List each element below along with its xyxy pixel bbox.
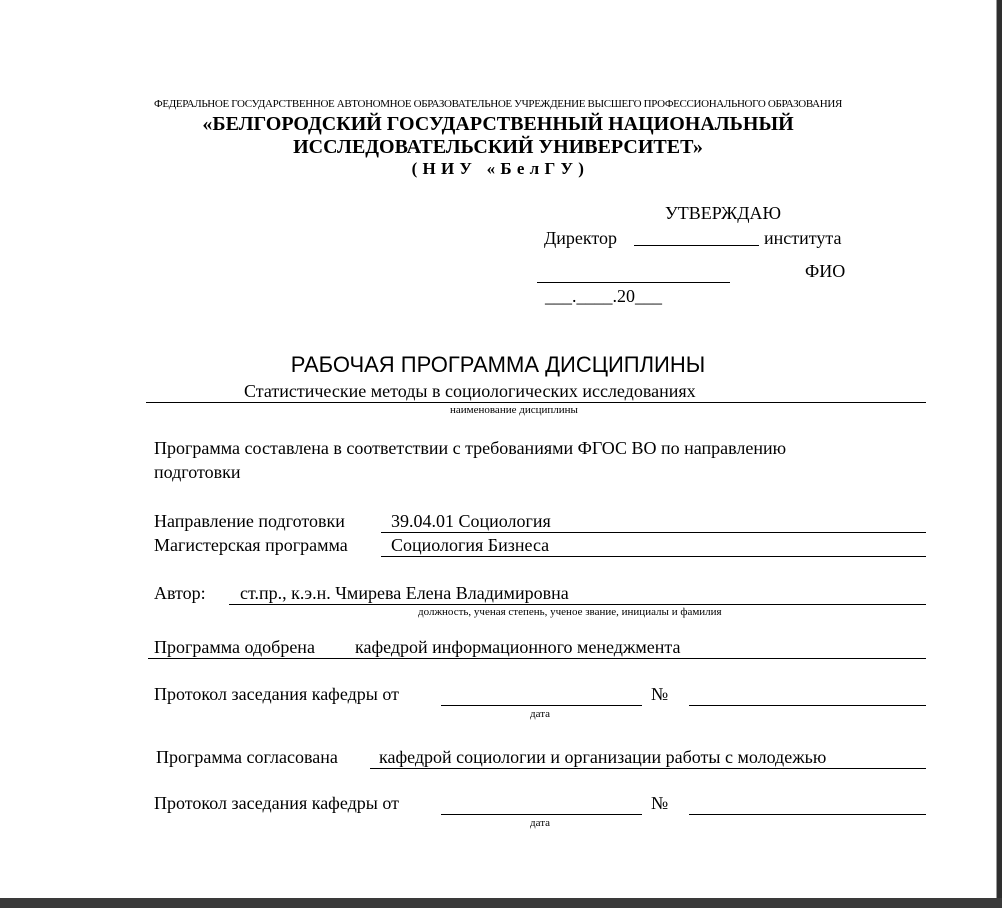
compliance-text-line2: подготовки (154, 462, 241, 482)
direction-label: Направление подготовки (154, 511, 345, 531)
program-label: Магистерская программа (154, 535, 348, 555)
protocol1-number-sign: № (651, 684, 669, 704)
university-short-name: ( Н И У « Б е л Г У ) (411, 159, 585, 178)
director-signature-line (634, 228, 759, 246)
protocol1-number-line (689, 686, 926, 706)
agreed-underline (370, 749, 926, 769)
university-name-line1: «БЕЛГОРОДСКИЙ ГОСУДАРСТВЕННЫЙ НАЦИОНАЛЬНЫЙ (202, 113, 794, 135)
document-title: РАБОЧАЯ ПРОГРАММА ДИСЦИПЛИНЫ (290, 352, 706, 377)
protocol2-number-line (689, 795, 926, 815)
approve-label: УТВЕРЖДАЮ (665, 203, 782, 223)
university-name-line2: ИССЛЕДОВАТЕЛЬСКИЙ УНИВЕРСИТЕТ» (293, 136, 703, 158)
protocol1-date-caption: дата (530, 708, 551, 720)
institute-label: института (764, 228, 842, 248)
protocol1-label: Протокол заседания кафедры от (154, 684, 399, 704)
program-value: Социология Бизнеса (391, 535, 550, 555)
protocol2-date-caption: дата (530, 817, 551, 829)
direction-value: 39.04.01 Социология (391, 511, 551, 531)
protocol2-label: Протокол заседания кафедры от (154, 793, 399, 813)
author-label: Автор: (154, 583, 206, 603)
agreed-value: кафедрой социологии и организации работы с молодежью (379, 747, 827, 767)
protocol2-date-line (441, 795, 642, 815)
author-value: ст.пр., к.э.н. Чмирева Елена Владимировна (240, 583, 569, 603)
discipline-underline (146, 382, 926, 403)
direction-underline (381, 513, 926, 533)
discipline-name: Статистические методы в социологических исследованиях (244, 381, 696, 401)
author-underline (229, 585, 926, 605)
approved-value: кафедрой информационного менеджмента (355, 637, 681, 657)
director-label: Директор (544, 228, 618, 248)
signature-line (537, 264, 730, 283)
approval-date: ___.____.20___ (545, 286, 662, 306)
fio-label: ФИО (805, 261, 846, 281)
protocol2-number-sign: № (651, 793, 669, 813)
author-caption: должность, ученая степень, ученое звание, инициалы и фамилия (418, 606, 722, 618)
program-underline (381, 537, 926, 557)
organization-line: ФЕДЕРАЛЬНОЕ ГОСУДАРСТВЕННОЕ АВТОНОМНОЕ ОБРАЗОВАТЕЛЬНОЕ УЧРЕЖДЕНИЕ ВЫСШЕГО ПРОФЕССИОНАЛЬНОГО ОБРАЗОВАНИЯ (154, 98, 842, 110)
viewer-background-strip (0, 898, 1002, 908)
compliance-text-line1: Программа составлена в соответствии с требованиями ФГОС ВО по направлению (154, 438, 787, 458)
approved-label: Программа одобрена (154, 637, 315, 657)
protocol1-date-line (441, 686, 642, 706)
approved-underline (148, 639, 926, 659)
agreed-label: Программа согласована (156, 747, 338, 767)
discipline-caption: наименование дисциплины (450, 404, 578, 416)
